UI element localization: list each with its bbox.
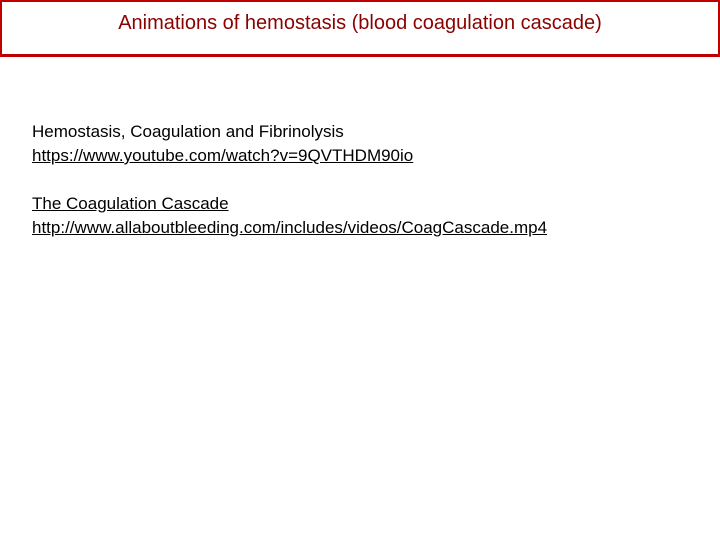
- item-spacer: [32, 168, 712, 192]
- item-1-url-link[interactable]: https://www.youtube.com/watch?v=9QVTHDM90io: [32, 146, 414, 165]
- item-2-url-link[interactable]: http://www.allaboutbleeding.com/includes/videos/CoagCascade.mp4: [32, 218, 548, 237]
- item-1-heading: Hemostasis, Coagulation and Fibrinolysis: [32, 122, 344, 141]
- slide-title-box: [0, 0, 720, 57]
- slide-content: [32, 120, 712, 240]
- slide-title: Animations of hemostasis (blood coagulation cascade): [118, 12, 602, 34]
- item-2-heading-link[interactable]: The Coagulation Cascade: [32, 194, 229, 213]
